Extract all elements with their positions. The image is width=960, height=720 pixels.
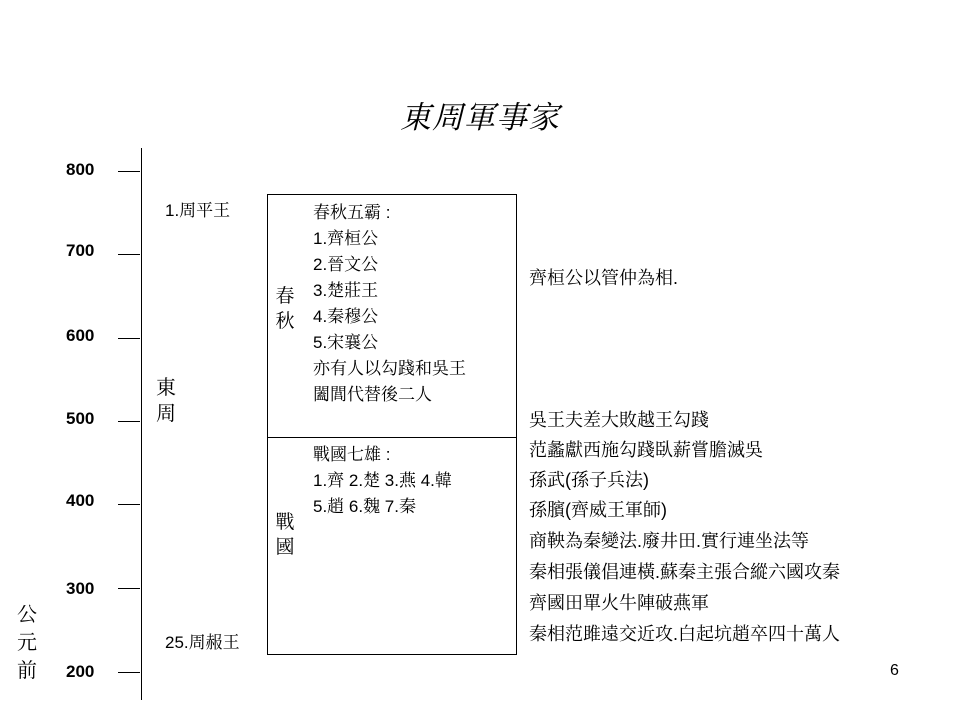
- event-item: 齊國田單火牛陣破燕軍: [529, 593, 709, 613]
- tick-mark-300: [118, 588, 140, 589]
- page-number: 6: [890, 662, 899, 679]
- tick-mark-800: [118, 171, 140, 172]
- tick-mark-600: [118, 338, 140, 339]
- tick-label-700: 700: [66, 241, 95, 260]
- slide-title: 東周軍事家: [400, 100, 560, 136]
- hegemon-item: 3.楚莊王: [313, 281, 379, 300]
- event-item: 范蠡獻西施勾踐臥薪嘗膽滅吳: [529, 440, 763, 460]
- unit-label-bce: 公元前: [17, 602, 37, 682]
- tick-label-400: 400: [66, 491, 95, 510]
- tick-label-800: 800: [66, 160, 95, 179]
- event-item: 商鞅為秦變法.廢井田.實行連坐法等: [529, 531, 810, 551]
- hegemon-item: 2.晉文公: [313, 255, 379, 274]
- first-king-label: 1.周平王: [165, 201, 231, 220]
- tick-mark-200: [118, 672, 140, 673]
- tick-label-500: 500: [66, 409, 95, 428]
- warring-states-powers: [313, 442, 452, 520]
- tick-mark-700: [118, 254, 140, 255]
- warring-states-heading: 戰國七雄 :: [313, 445, 391, 464]
- hegemon-note: 闔閭代替後二人: [313, 385, 432, 404]
- tick-label-300: 300: [66, 579, 95, 598]
- hegemon-item: 1.齊桓公: [313, 229, 379, 248]
- dynasty-label: 東周: [156, 375, 176, 425]
- warring-states-line: 1.齊 2.楚 3.燕 4.韓: [313, 471, 452, 490]
- tick-label-600: 600: [66, 326, 95, 345]
- tick-mark-400: [118, 504, 140, 505]
- event-item: 齊桓公以管仲為相.: [529, 268, 679, 288]
- hegemon-item: 4.秦穆公: [313, 307, 379, 326]
- tick-label-200: 200: [66, 662, 95, 681]
- last-king-label: 25.周赧王: [165, 633, 240, 652]
- tick-mark-500: [118, 421, 140, 422]
- warring-states-line: 5.趙 6.魏 7.秦: [313, 497, 416, 516]
- spring-autumn-hegemons: [313, 200, 466, 408]
- event-item: 孫武(孫子兵法): [529, 470, 649, 490]
- spring-autumn-label: 春秋: [275, 285, 295, 332]
- warring-states-label: 戰國: [275, 511, 295, 558]
- event-item: 吳王夫差大敗越王勾踐: [529, 410, 709, 430]
- hegemon-item: 5.宋襄公: [313, 333, 379, 352]
- timeline-axis: [141, 148, 142, 700]
- event-item: 秦相范雎遠交近攻.白起坑趙卒四十萬人: [529, 624, 840, 644]
- hegemon-note: 亦有人以勾踐和吳王: [313, 359, 466, 378]
- hegemons-heading: 春秋五霸 :: [313, 203, 391, 222]
- event-item: 秦相張儀倡連橫.蘇秦主張合縱六國攻秦: [529, 562, 840, 582]
- event-item: 孫臏(齊威王軍師): [529, 500, 667, 520]
